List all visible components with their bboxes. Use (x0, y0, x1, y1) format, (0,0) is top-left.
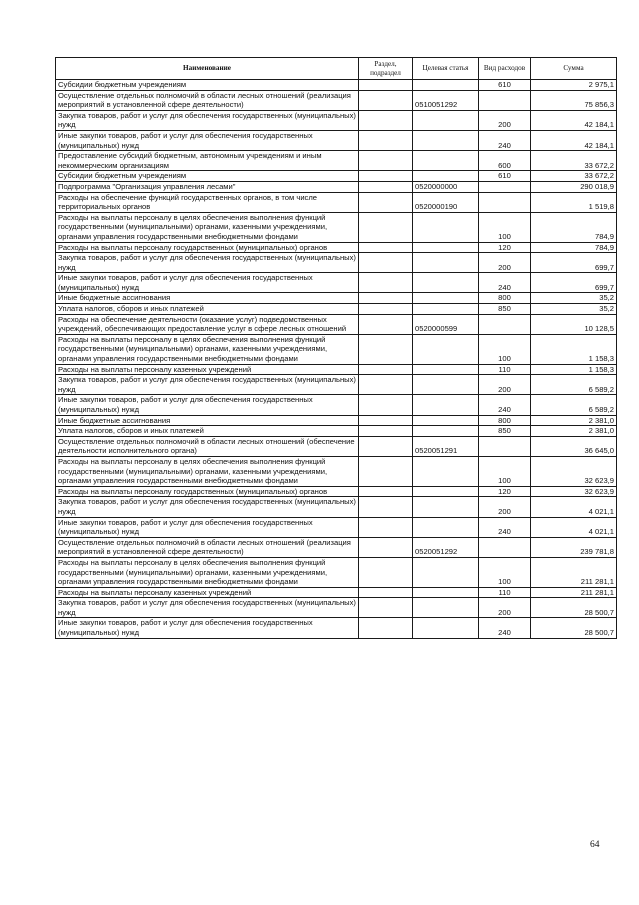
cell-sum: 699,7 (531, 253, 617, 273)
cell-section (359, 587, 413, 598)
cell-name: Закупка товаров, работ и услуг для обеспечения государственных (муниципальных) нужд (56, 253, 359, 273)
cell-article: 0520051291 (413, 436, 479, 456)
cell-section (359, 212, 413, 242)
cell-article (413, 151, 479, 171)
cell-kind (479, 537, 531, 557)
cell-kind: 610 (479, 171, 531, 182)
table-row (56, 436, 617, 456)
cell-sum: 28 500,7 (531, 618, 617, 638)
cell-name: Расходы на выплаты персоналу казенных учреждений (56, 364, 359, 375)
table-row (56, 151, 617, 171)
page-number: 64 (590, 840, 600, 850)
cell-article (413, 80, 479, 91)
cell-kind: 800 (479, 415, 531, 426)
cell-article: 0520000190 (413, 192, 479, 212)
cell-sum: 75 856,3 (531, 90, 617, 110)
table-row (56, 192, 617, 212)
cell-name: Закупка товаров, работ и услуг для обеспечения государственных (муниципальных) нужд (56, 375, 359, 395)
cell-kind: 240 (479, 395, 531, 415)
table-row (56, 426, 617, 437)
column-header-name: Наименование (56, 58, 359, 80)
cell-article: 0520000000 (413, 181, 479, 192)
table-row (56, 517, 617, 537)
cell-sum: 33 672,2 (531, 171, 617, 182)
cell-article (413, 253, 479, 273)
cell-section (359, 486, 413, 497)
cell-kind: 110 (479, 364, 531, 375)
cell-sum: 10 128,5 (531, 314, 617, 334)
cell-section (359, 517, 413, 537)
cell-article (413, 415, 479, 426)
cell-kind: 200 (479, 598, 531, 618)
cell-sum: 6 589,2 (531, 375, 617, 395)
cell-name: Иные закупки товаров, работ и услуг для обеспечения государственных (муниципальных) нужд (56, 130, 359, 150)
column-header-kind: Вид расходов (479, 58, 531, 80)
cell-sum: 2 975,1 (531, 80, 617, 91)
cell-sum: 28 500,7 (531, 598, 617, 618)
cell-name: Иные бюджетные ассигнования (56, 293, 359, 304)
table-row (56, 497, 617, 517)
cell-article: 0510051292 (413, 90, 479, 110)
cell-sum: 36 645,0 (531, 436, 617, 456)
cell-article (413, 598, 479, 618)
table-row (56, 375, 617, 395)
cell-section (359, 375, 413, 395)
cell-kind: 850 (479, 426, 531, 437)
cell-name: Осуществление отдельных полномочий в области лесных отношений (реализация мероприятий в установленной сфере деятельности) (56, 90, 359, 110)
table-row (56, 587, 617, 598)
table-row (56, 557, 617, 587)
cell-name: Иные закупки товаров, работ и услуг для обеспечения государственных (муниципальных) нужд (56, 395, 359, 415)
table-row (56, 395, 617, 415)
cell-sum: 699,7 (531, 273, 617, 293)
cell-sum: 1 519,8 (531, 192, 617, 212)
cell-section (359, 151, 413, 171)
cell-name: Подпрограмма "Организация управления лесами" (56, 181, 359, 192)
cell-section (359, 557, 413, 587)
cell-sum: 2 381,0 (531, 415, 617, 426)
cell-sum: 4 021,1 (531, 497, 617, 517)
cell-section (359, 293, 413, 304)
cell-section (359, 497, 413, 517)
table-row (56, 334, 617, 364)
cell-sum: 32 623,9 (531, 456, 617, 486)
column-header-article: Целевая статья (413, 58, 479, 80)
table-row (56, 486, 617, 497)
cell-article (413, 618, 479, 638)
cell-kind: 200 (479, 375, 531, 395)
cell-section (359, 598, 413, 618)
cell-kind: 100 (479, 557, 531, 587)
cell-kind: 600 (479, 151, 531, 171)
table-row (56, 130, 617, 150)
cell-article (413, 587, 479, 598)
cell-article (413, 130, 479, 150)
table-row (56, 314, 617, 334)
table-header-row (56, 58, 617, 80)
table-row (56, 304, 617, 315)
table-body (56, 80, 617, 639)
cell-name: Закупка товаров, работ и услуг для обеспечения государственных (муниципальных) нужд (56, 110, 359, 130)
table-row (56, 212, 617, 242)
cell-section (359, 80, 413, 91)
cell-section (359, 110, 413, 130)
cell-kind: 100 (479, 212, 531, 242)
cell-sum: 6 589,2 (531, 395, 617, 415)
table-row (56, 598, 617, 618)
cell-sum: 239 781,8 (531, 537, 617, 557)
table-row (56, 415, 617, 426)
cell-section (359, 618, 413, 638)
budget-table (55, 57, 617, 639)
cell-section (359, 426, 413, 437)
cell-sum: 35,2 (531, 304, 617, 315)
cell-name: Расходы на выплаты персоналу государственных (муниципальных) органов (56, 242, 359, 253)
cell-article: 0520000599 (413, 314, 479, 334)
cell-section (359, 171, 413, 182)
cell-sum: 42 184,1 (531, 130, 617, 150)
cell-article (413, 456, 479, 486)
cell-article (413, 364, 479, 375)
cell-section (359, 304, 413, 315)
table-row (56, 171, 617, 182)
table-row (56, 181, 617, 192)
cell-section (359, 242, 413, 253)
cell-sum: 784,9 (531, 242, 617, 253)
cell-name: Уплата налогов, сборов и иных платежей (56, 426, 359, 437)
cell-kind (479, 181, 531, 192)
cell-sum: 211 281,1 (531, 557, 617, 587)
cell-name: Расходы на обеспечение деятельности (оказание услуг) подведомственных учреждений, обеспечивающих предоставление услуг в сфере лесных отношений (56, 314, 359, 334)
cell-name: Расходы на выплаты персоналу государственных (муниципальных) органов (56, 486, 359, 497)
cell-sum: 2 381,0 (531, 426, 617, 437)
cell-kind: 610 (479, 80, 531, 91)
cell-kind: 100 (479, 334, 531, 364)
cell-article (413, 395, 479, 415)
cell-name: Закупка товаров, работ и услуг для обеспечения государственных (муниципальных) нужд (56, 497, 359, 517)
cell-kind: 200 (479, 497, 531, 517)
cell-kind: 800 (479, 293, 531, 304)
cell-name: Осуществление отдельных полномочий в области лесных отношений (обеспечение деятельности исполнительного органа) (56, 436, 359, 456)
column-header-sum: Сумма (531, 58, 617, 80)
cell-kind (479, 90, 531, 110)
cell-kind: 110 (479, 587, 531, 598)
table-row (56, 90, 617, 110)
cell-article (413, 426, 479, 437)
cell-sum: 4 021,1 (531, 517, 617, 537)
cell-kind (479, 192, 531, 212)
cell-article (413, 110, 479, 130)
cell-name: Иные закупки товаров, работ и услуг для обеспечения государственных (муниципальных) нужд (56, 517, 359, 537)
cell-kind: 120 (479, 242, 531, 253)
cell-sum: 33 672,2 (531, 151, 617, 171)
cell-kind: 240 (479, 273, 531, 293)
cell-name: Расходы на выплаты персоналу в целях обеспечения выполнения функций государственными (муниципальными) органами, казенными учреждениями, органами управления государственными внебюджетными фондами (56, 456, 359, 486)
cell-name: Субсидии бюджетным учреждениям (56, 80, 359, 91)
cell-sum: 35,2 (531, 293, 617, 304)
table-row (56, 537, 617, 557)
table-row (56, 273, 617, 293)
table-row (56, 80, 617, 91)
cell-section (359, 436, 413, 456)
cell-article (413, 486, 479, 497)
cell-article (413, 304, 479, 315)
cell-kind: 120 (479, 486, 531, 497)
table-row (56, 364, 617, 375)
cell-section (359, 537, 413, 557)
cell-sum: 290 018,9 (531, 181, 617, 192)
cell-sum: 211 281,1 (531, 587, 617, 598)
cell-sum: 784,9 (531, 212, 617, 242)
cell-kind (479, 436, 531, 456)
table-row (56, 242, 617, 253)
cell-section (359, 273, 413, 293)
cell-kind: 200 (479, 253, 531, 273)
cell-kind: 240 (479, 130, 531, 150)
cell-article (413, 517, 479, 537)
cell-section (359, 130, 413, 150)
cell-name: Расходы на выплаты персоналу в целях обеспечения выполнения функций государственными (муниципальными) органами, казенными учреждениями, органами управления государственными внебюджетными фондами (56, 212, 359, 242)
cell-name: Субсидии бюджетным учреждениям (56, 171, 359, 182)
table-row (56, 456, 617, 486)
cell-name: Расходы на выплаты персоналу казенных учреждений (56, 587, 359, 598)
cell-section (359, 364, 413, 375)
cell-section (359, 415, 413, 426)
cell-section (359, 334, 413, 364)
cell-section (359, 90, 413, 110)
cell-kind: 100 (479, 456, 531, 486)
cell-article (413, 242, 479, 253)
cell-section (359, 456, 413, 486)
cell-name: Расходы на выплаты персоналу в целях обеспечения выполнения функций государственными (муниципальными) органами, казенными учреждениями, органами управления государственными внебюджетными фондами (56, 557, 359, 587)
cell-name: Расходы на выплаты персоналу в целях обеспечения выполнения функций государственными (муниципальными) органами, казенными учреждениями, органами управления государственными внебюджетными фондами (56, 334, 359, 364)
table-row (56, 110, 617, 130)
cell-kind: 200 (479, 110, 531, 130)
cell-article (413, 334, 479, 364)
table-row (56, 618, 617, 638)
cell-sum: 42 184,1 (531, 110, 617, 130)
cell-name: Закупка товаров, работ и услуг для обеспечения государственных (муниципальных) нужд (56, 598, 359, 618)
cell-name: Иные бюджетные ассигнования (56, 415, 359, 426)
cell-kind (479, 314, 531, 334)
cell-article (413, 293, 479, 304)
cell-section (359, 253, 413, 273)
cell-name: Иные закупки товаров, работ и услуг для обеспечения государственных (муниципальных) нужд (56, 618, 359, 638)
cell-sum: 32 623,9 (531, 486, 617, 497)
cell-section (359, 395, 413, 415)
cell-name: Предоставление субсидий бюджетным, автономным учреждениям и иным некоммерческим организациям (56, 151, 359, 171)
cell-name: Иные закупки товаров, работ и услуг для обеспечения государственных (муниципальных) нужд (56, 273, 359, 293)
column-header-section: Раздел, подраздел (359, 58, 413, 80)
cell-sum: 1 158,3 (531, 334, 617, 364)
cell-kind: 850 (479, 304, 531, 315)
cell-article (413, 497, 479, 517)
cell-section (359, 181, 413, 192)
cell-section (359, 192, 413, 212)
table-row (56, 293, 617, 304)
cell-sum: 1 158,3 (531, 364, 617, 375)
cell-article (413, 273, 479, 293)
cell-name: Расходы на обеспечение функций государственных органов, в том числе территориальных органов (56, 192, 359, 212)
table-row (56, 253, 617, 273)
cell-kind: 240 (479, 517, 531, 537)
cell-article (413, 171, 479, 182)
cell-article: 0520051292 (413, 537, 479, 557)
cell-name: Уплата налогов, сборов и иных платежей (56, 304, 359, 315)
cell-kind: 240 (479, 618, 531, 638)
cell-article (413, 212, 479, 242)
cell-name: Осуществление отдельных полномочий в области лесных отношений (реализация мероприятий в установленной сфере деятельности) (56, 537, 359, 557)
cell-article (413, 375, 479, 395)
cell-article (413, 557, 479, 587)
cell-section (359, 314, 413, 334)
